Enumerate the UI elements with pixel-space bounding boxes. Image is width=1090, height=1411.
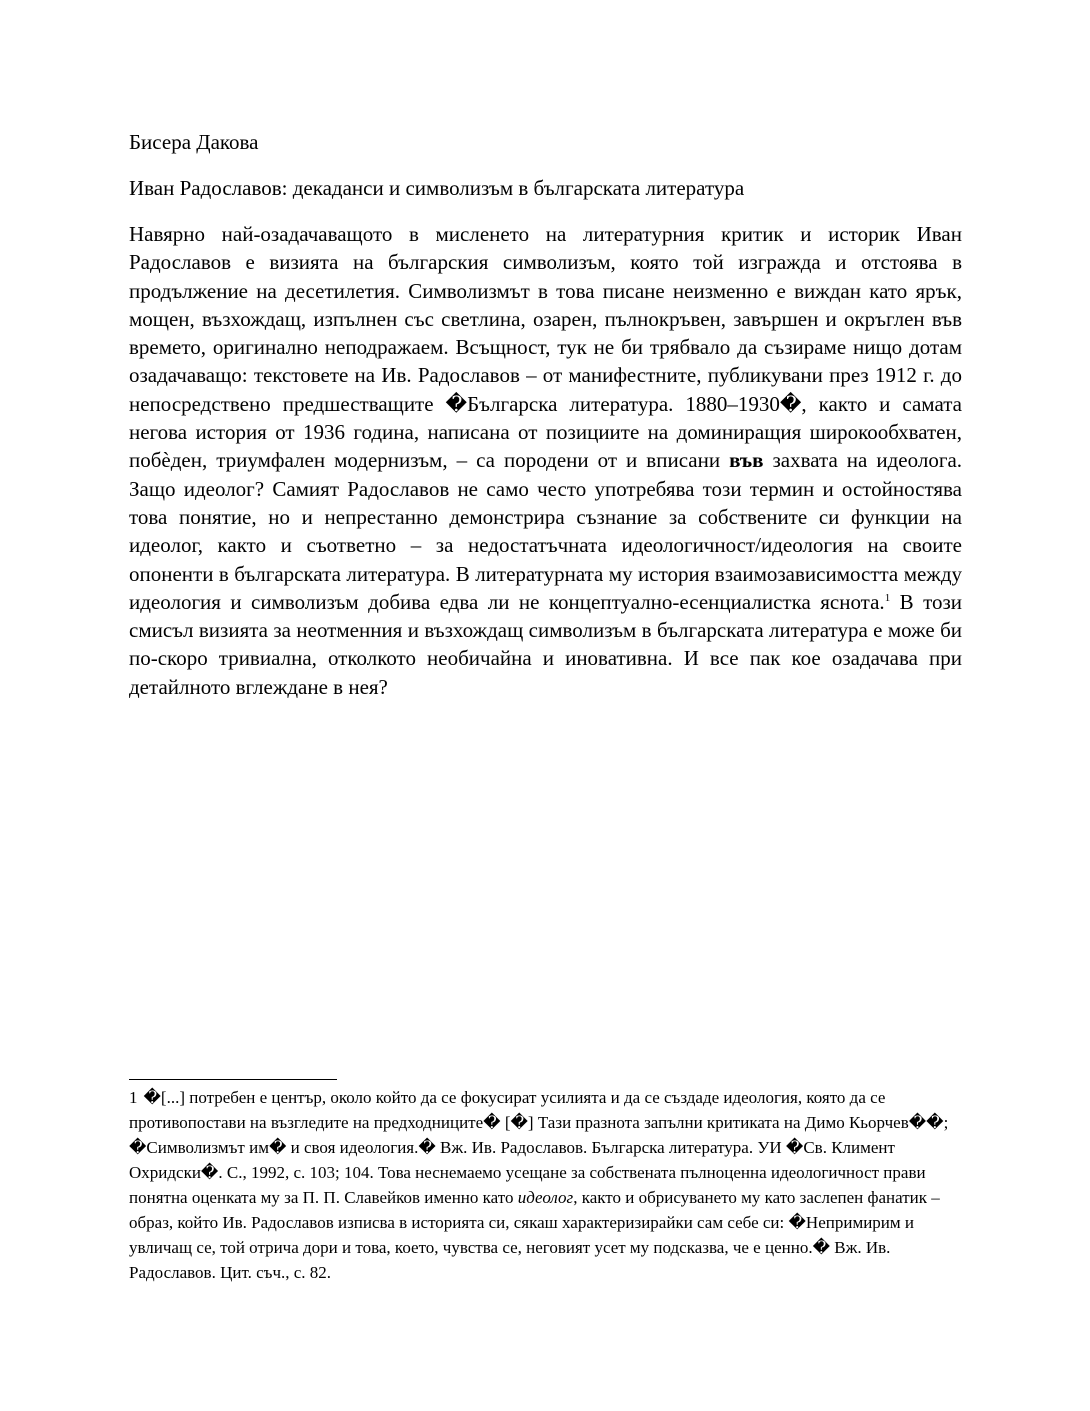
footnote-italic-word: идеолог: [517, 1188, 574, 1207]
footnote-separator: [129, 1079, 337, 1080]
bold-word: във: [729, 448, 764, 473]
footnote-text-part-1: �[...] потребен е център, около който да се фокусират усилията и да се създаде идеология, която да се противопостави на възгледите на предходниците� [�] Тази празнота запълни критиката на Димо Кьорчев��; �Символизмът им� и своя идеология.� Вж. Ив. Радославов. Българска литература. УИ �Св. Климент Охридски�. С., 1992, с. 103; 104. Това неснемаемо усещане за собствената пълноценна идеологичност прави понятна оценката му за П. П. Славейков именно като: [129, 1088, 949, 1207]
body-text-part-3: В този смисъл визията за неотменния и възхождащ символизъм в българската литература е може би по-скоро тривиална, отколкото необичайна и иновативна. И все пак кое озадачава при детайлното вглеждане в нея?: [129, 589, 962, 699]
body-paragraph: [129, 220, 962, 701]
body-text-part-1: Навярно най-озадачаващото в мисленето на литературния критик и историк Иван Радославов е визията на българския символизъм, която той изгражда и отстоява в продължение на десетилетия. Символизмът в това писане неизменно е виждан като ярък, мощен, възхождащ, изпълнен със светлина, озарен, пълнокръвен, завършен и окръглен във времето, оригинално неподражаем. Всъщност, тук не би трябвало да съзираме нищо дотам озадачаващо: текстовете на Ив. Радославов – от манифестните, публикувани през 1912 г. до непосредствено предшестващите �Българска литература. 1880–1930�, както и самата негова история от 1936 година, написана от позициите на доминиращия широкообхватен, побѐден, триумфален модернизъм, – са породени от и вписани: [129, 222, 962, 473]
footnote: [129, 1085, 962, 1285]
footnote-text-part-2: , както и обрисуването му като заслепен фанатик – образ, който Ив. Радославов изписва в историята си, сякаш характеризирайки сам себе си: �Непримирим и увличащ се, той отрича дори и това, което, чувства се, неговият усет му подсказва, че е ценно.� Вж. Ив. Радославов. Цит. съч., с. 82.: [129, 1188, 940, 1282]
author-name: Бисера Дакова: [129, 130, 259, 154]
body-text-part-2: захвата на идеолога. Защо идеолог? Самият Радославов не само често употребява този термин и остойностява това понятие, но и непрестанно демонстрира съзнание за собствените си функции на идеолог, както и съответно – за недостатъчната идеологичност/идеология на своите опоненти в българската литература. В литературната му история взаимозависимостта между идеология и символизъм добива едва ли не концептуално-есенциалистка яснота.: [129, 448, 963, 614]
article-title: Иван Радославов: декаданси и символизъм в българската литература: [129, 176, 745, 200]
footnote-reference[interactable]: 1: [884, 591, 891, 604]
footnote-number: 1: [129, 1088, 138, 1107]
